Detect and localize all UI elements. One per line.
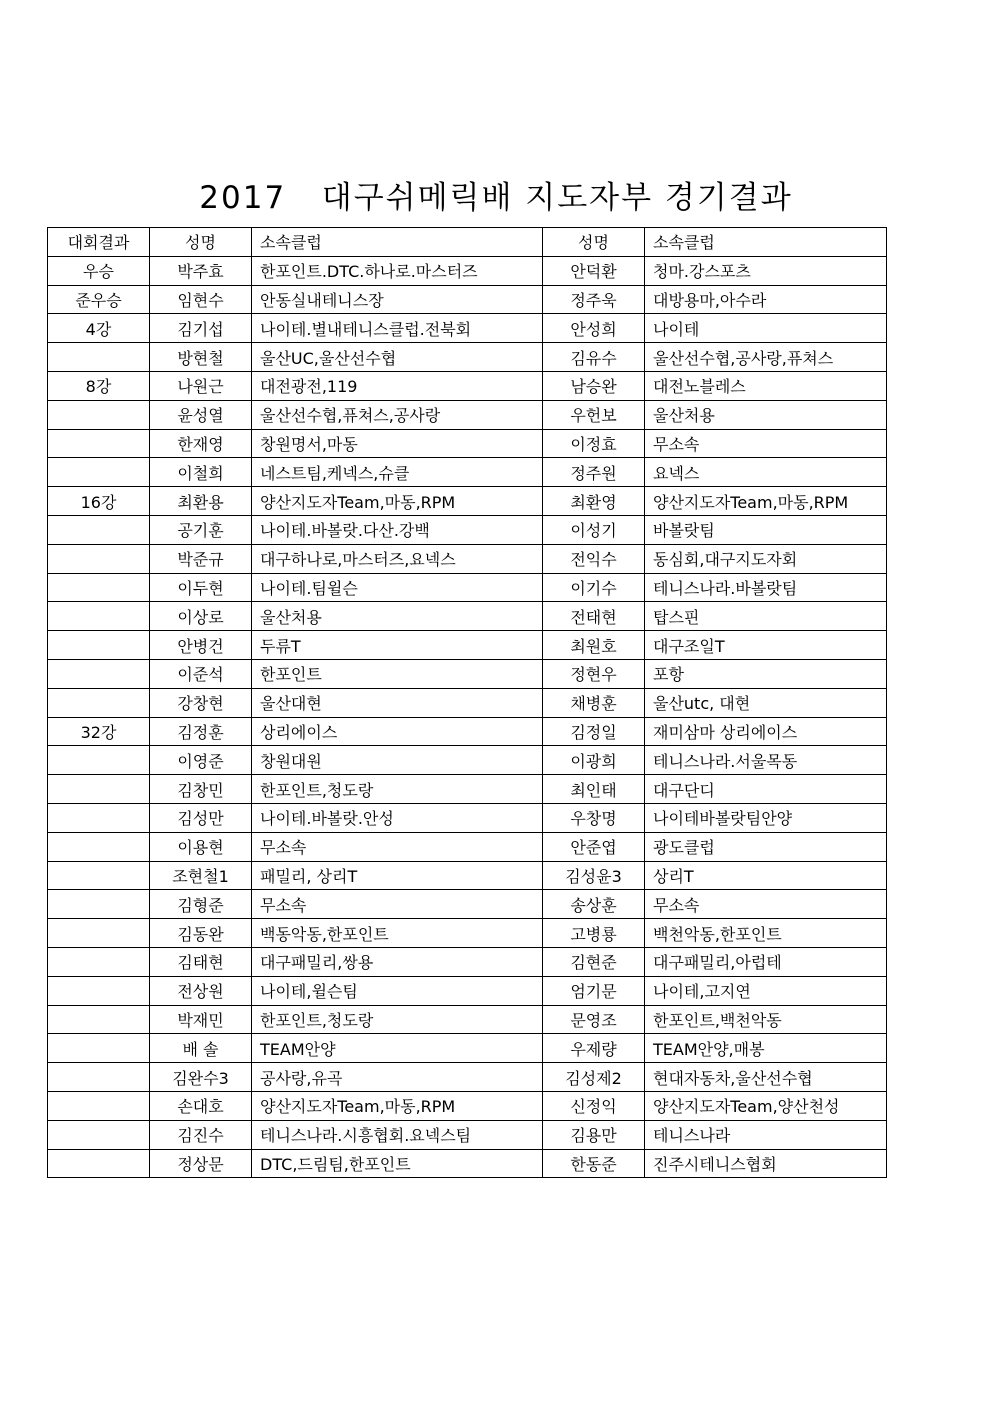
header-club-2: 소속클럽 <box>645 228 887 257</box>
player-name-cell: 이철희 <box>150 458 252 487</box>
player-name-cell: 김동완 <box>150 919 252 948</box>
opponent-club-cell: 대구조일T <box>645 631 887 660</box>
club-cell: TEAM안양 <box>252 1034 543 1063</box>
opponent-club-cell: 요넥스 <box>645 458 887 487</box>
club-cell: 대전광전,119 <box>252 371 543 400</box>
result-cell: 우승 <box>48 256 150 285</box>
result-cell <box>48 1120 150 1149</box>
opponent-name-cell: 전태현 <box>543 602 645 631</box>
opponent-club-cell: 한포인트,백천악동 <box>645 1005 887 1034</box>
club-cell: 울산선수협,퓨쳐스,공사랑 <box>252 400 543 429</box>
player-name-cell: 김완수3 <box>150 1063 252 1092</box>
result-cell <box>48 1149 150 1178</box>
header-row <box>48 228 887 257</box>
player-name-cell: 이준석 <box>150 659 252 688</box>
player-name-cell: 한재영 <box>150 429 252 458</box>
opponent-club-cell: 대구패밀리,아럽테 <box>645 947 887 976</box>
opponent-club-cell: 울산선수협,공사랑,퓨쳐스 <box>645 343 887 372</box>
club-cell: 나이테.팀윌슨 <box>252 573 543 602</box>
header-result: 대회결과 <box>48 228 150 257</box>
club-cell: 대구하나로,마스터즈,요넥스 <box>252 544 543 573</box>
opponent-name-cell: 정주욱 <box>543 285 645 314</box>
player-name-cell: 최환용 <box>150 487 252 516</box>
opponent-club-cell: 무소속 <box>645 429 887 458</box>
opponent-club-cell: 대방용마,아수라 <box>645 285 887 314</box>
result-cell <box>48 659 150 688</box>
opponent-name-cell: 이광희 <box>543 746 645 775</box>
player-name-cell: 김기섭 <box>150 314 252 343</box>
table-row <box>48 371 887 400</box>
table-row <box>48 803 887 832</box>
result-cell <box>48 631 150 660</box>
table-row <box>48 314 887 343</box>
result-cell: 4강 <box>48 314 150 343</box>
opponent-club-cell: 나이테바볼랏팀안양 <box>645 803 887 832</box>
table-row <box>48 717 887 746</box>
opponent-club-cell: 무소속 <box>645 890 887 919</box>
player-name-cell: 김진수 <box>150 1120 252 1149</box>
club-cell: 백동악동,한포인트 <box>252 919 543 948</box>
results-table <box>47 227 887 1178</box>
opponent-name-cell: 남승완 <box>543 371 645 400</box>
page-title: 2017 대구쉬메릭배 지도자부 경기결과 <box>199 180 793 216</box>
table-row <box>48 429 887 458</box>
result-cell <box>48 544 150 573</box>
header-club-1: 소속클럽 <box>252 228 543 257</box>
table-row <box>48 947 887 976</box>
opponent-name-cell: 최원호 <box>543 631 645 660</box>
club-cell: 무소속 <box>252 832 543 861</box>
player-name-cell: 안병건 <box>150 631 252 660</box>
table-row <box>48 890 887 919</box>
opponent-club-cell: 상리T <box>645 861 887 890</box>
result-cell: 준우승 <box>48 285 150 314</box>
opponent-name-cell: 정현우 <box>543 659 645 688</box>
player-name-cell: 나원근 <box>150 371 252 400</box>
opponent-club-cell: 테니스나라.서울목동 <box>645 746 887 775</box>
table-row <box>48 746 887 775</box>
club-cell: 울산UC,울산선수협 <box>252 343 543 372</box>
player-name-cell: 이상로 <box>150 602 252 631</box>
player-name-cell: 김정훈 <box>150 717 252 746</box>
table-row <box>48 861 887 890</box>
table-row <box>48 1120 887 1149</box>
table-row <box>48 285 887 314</box>
player-name-cell: 조현철1 <box>150 861 252 890</box>
opponent-name-cell: 신정익 <box>543 1091 645 1120</box>
opponent-name-cell: 정주원 <box>543 458 645 487</box>
player-name-cell: 강창현 <box>150 688 252 717</box>
opponent-club-cell: 양산지도자Team,마동,RPM <box>645 487 887 516</box>
result-cell <box>48 1034 150 1063</box>
club-cell: 한포인트 <box>252 659 543 688</box>
opponent-club-cell: 진주시테니스협회 <box>645 1149 887 1178</box>
opponent-club-cell: 포항 <box>645 659 887 688</box>
club-cell: 나이테.바볼랏.안성 <box>252 803 543 832</box>
table-row <box>48 659 887 688</box>
table-row <box>48 400 887 429</box>
player-name-cell: 박준규 <box>150 544 252 573</box>
club-cell: 나이테.바볼랏.다산.강백 <box>252 515 543 544</box>
opponent-name-cell: 고병룡 <box>543 919 645 948</box>
table-row <box>48 573 887 602</box>
header-name-1: 성명 <box>150 228 252 257</box>
opponent-name-cell: 김성윤3 <box>543 861 645 890</box>
club-cell: 테니스나라.시흥협회.요넥스팀 <box>252 1120 543 1149</box>
opponent-name-cell: 안성희 <box>543 314 645 343</box>
opponent-name-cell: 김용만 <box>543 1120 645 1149</box>
club-cell: 한포인트.DTC.하나로.마스터즈 <box>252 256 543 285</box>
opponent-name-cell: 이정효 <box>543 429 645 458</box>
player-name-cell: 전상원 <box>150 976 252 1005</box>
player-name-cell: 김태현 <box>150 947 252 976</box>
club-cell: 울산처용 <box>252 602 543 631</box>
table-row <box>48 832 887 861</box>
table-row <box>48 976 887 1005</box>
result-cell <box>48 429 150 458</box>
club-cell: 두류T <box>252 631 543 660</box>
opponent-name-cell: 이기수 <box>543 573 645 602</box>
table-row <box>48 343 887 372</box>
opponent-club-cell: 현대자동차,울산선수협 <box>645 1063 887 1092</box>
opponent-club-cell: 청마.강스포츠 <box>645 256 887 285</box>
club-cell: 공사랑,유곡 <box>252 1063 543 1092</box>
result-cell <box>48 400 150 429</box>
table-row <box>48 688 887 717</box>
result-cell: 16강 <box>48 487 150 516</box>
player-name-cell: 임현수 <box>150 285 252 314</box>
opponent-name-cell: 최환영 <box>543 487 645 516</box>
opponent-club-cell: 울산처용 <box>645 400 887 429</box>
player-name-cell: 이용현 <box>150 832 252 861</box>
result-cell <box>48 458 150 487</box>
result-cell <box>48 602 150 631</box>
table-row <box>48 1091 887 1120</box>
opponent-name-cell: 김정일 <box>543 717 645 746</box>
table-row <box>48 1063 887 1092</box>
result-cell <box>48 919 150 948</box>
opponent-name-cell: 우헌보 <box>543 400 645 429</box>
player-name-cell: 박주효 <box>150 256 252 285</box>
player-name-cell: 방현철 <box>150 343 252 372</box>
opponent-name-cell: 전익수 <box>543 544 645 573</box>
player-name-cell: 공기훈 <box>150 515 252 544</box>
result-cell <box>48 947 150 976</box>
result-cell <box>48 515 150 544</box>
table-row <box>48 775 887 804</box>
opponent-name-cell: 문영조 <box>543 1005 645 1034</box>
opponent-club-cell: 나이테 <box>645 314 887 343</box>
opponent-name-cell: 이성기 <box>543 515 645 544</box>
header-name-2: 성명 <box>543 228 645 257</box>
player-name-cell: 이영준 <box>150 746 252 775</box>
opponent-name-cell: 우제량 <box>543 1034 645 1063</box>
player-name-cell: 박재민 <box>150 1005 252 1034</box>
result-cell <box>48 803 150 832</box>
opponent-name-cell: 안준엽 <box>543 832 645 861</box>
opponent-club-cell: 광도클럽 <box>645 832 887 861</box>
opponent-club-cell: 탑스핀 <box>645 602 887 631</box>
club-cell: 상리에이스 <box>252 717 543 746</box>
opponent-name-cell: 최인태 <box>543 775 645 804</box>
club-cell: 네스트팀,케넥스,슈클 <box>252 458 543 487</box>
player-name-cell: 배 솔 <box>150 1034 252 1063</box>
result-cell <box>48 832 150 861</box>
club-cell: 양산지도자Team,마동,RPM <box>252 1091 543 1120</box>
club-cell: 양산지도자Team,마동,RPM <box>252 487 543 516</box>
result-cell <box>48 746 150 775</box>
table-row <box>48 1034 887 1063</box>
club-cell: 한포인트,청도랑 <box>252 1005 543 1034</box>
table-row <box>48 919 887 948</box>
club-cell: 안동실내테니스장 <box>252 285 543 314</box>
opponent-club-cell: 동심회,대구지도자회 <box>645 544 887 573</box>
opponent-name-cell: 송상훈 <box>543 890 645 919</box>
result-cell: 8강 <box>48 371 150 400</box>
club-cell: 무소속 <box>252 890 543 919</box>
result-cell <box>48 343 150 372</box>
table-row <box>48 256 887 285</box>
opponent-club-cell: 바볼랏팀 <box>645 515 887 544</box>
player-name-cell: 이두현 <box>150 573 252 602</box>
table-row <box>48 631 887 660</box>
club-cell: 나이테,윌슨팀 <box>252 976 543 1005</box>
player-name-cell: 윤성열 <box>150 400 252 429</box>
player-name-cell: 김창민 <box>150 775 252 804</box>
result-cell <box>48 890 150 919</box>
player-name-cell: 김형준 <box>150 890 252 919</box>
table-row <box>48 602 887 631</box>
opponent-name-cell: 엄기문 <box>543 976 645 1005</box>
table-row <box>48 515 887 544</box>
club-cell: 대구패밀리,쌍용 <box>252 947 543 976</box>
opponent-club-cell: 나이테,고지연 <box>645 976 887 1005</box>
result-cell <box>48 1063 150 1092</box>
table-row <box>48 458 887 487</box>
opponent-club-cell: 재미삼마 상리에이스 <box>645 717 887 746</box>
result-cell: 32강 <box>48 717 150 746</box>
opponent-club-cell: 테니스나라.바볼랏팀 <box>645 573 887 602</box>
opponent-name-cell: 김성제2 <box>543 1063 645 1092</box>
opponent-name-cell: 채병훈 <box>543 688 645 717</box>
club-cell: 창원대원 <box>252 746 543 775</box>
opponent-name-cell: 우창명 <box>543 803 645 832</box>
table-row <box>48 544 887 573</box>
opponent-club-cell: 대구단디 <box>645 775 887 804</box>
player-name-cell: 정상문 <box>150 1149 252 1178</box>
opponent-club-cell: 대전노블레스 <box>645 371 887 400</box>
club-cell: DTC,드림팀,한포인트 <box>252 1149 543 1178</box>
club-cell: 창원명서,마동 <box>252 429 543 458</box>
opponent-club-cell: 백천악동,한포인트 <box>645 919 887 948</box>
player-name-cell: 김성만 <box>150 803 252 832</box>
opponent-club-cell: 양산지도자Team,양산천성 <box>645 1091 887 1120</box>
opponent-club-cell: TEAM안양,매봉 <box>645 1034 887 1063</box>
opponent-club-cell: 테니스나라 <box>645 1120 887 1149</box>
club-cell: 울산대현 <box>252 688 543 717</box>
opponent-name-cell: 김현준 <box>543 947 645 976</box>
table-row <box>48 487 887 516</box>
opponent-club-cell: 울산utc, 대현 <box>645 688 887 717</box>
result-cell <box>48 861 150 890</box>
club-cell: 한포인트,청도랑 <box>252 775 543 804</box>
result-cell <box>48 976 150 1005</box>
table-row <box>48 1149 887 1178</box>
table-row <box>48 1005 887 1034</box>
result-cell <box>48 1091 150 1120</box>
result-cell <box>48 573 150 602</box>
result-cell <box>48 1005 150 1034</box>
opponent-name-cell: 안덕환 <box>543 256 645 285</box>
player-name-cell: 손대호 <box>150 1091 252 1120</box>
club-cell: 나이테.별내테니스클럽.전북회 <box>252 314 543 343</box>
club-cell: 패밀리, 상리T <box>252 861 543 890</box>
opponent-name-cell: 한동준 <box>543 1149 645 1178</box>
result-cell <box>48 775 150 804</box>
opponent-name-cell: 김유수 <box>543 343 645 372</box>
result-cell <box>48 688 150 717</box>
